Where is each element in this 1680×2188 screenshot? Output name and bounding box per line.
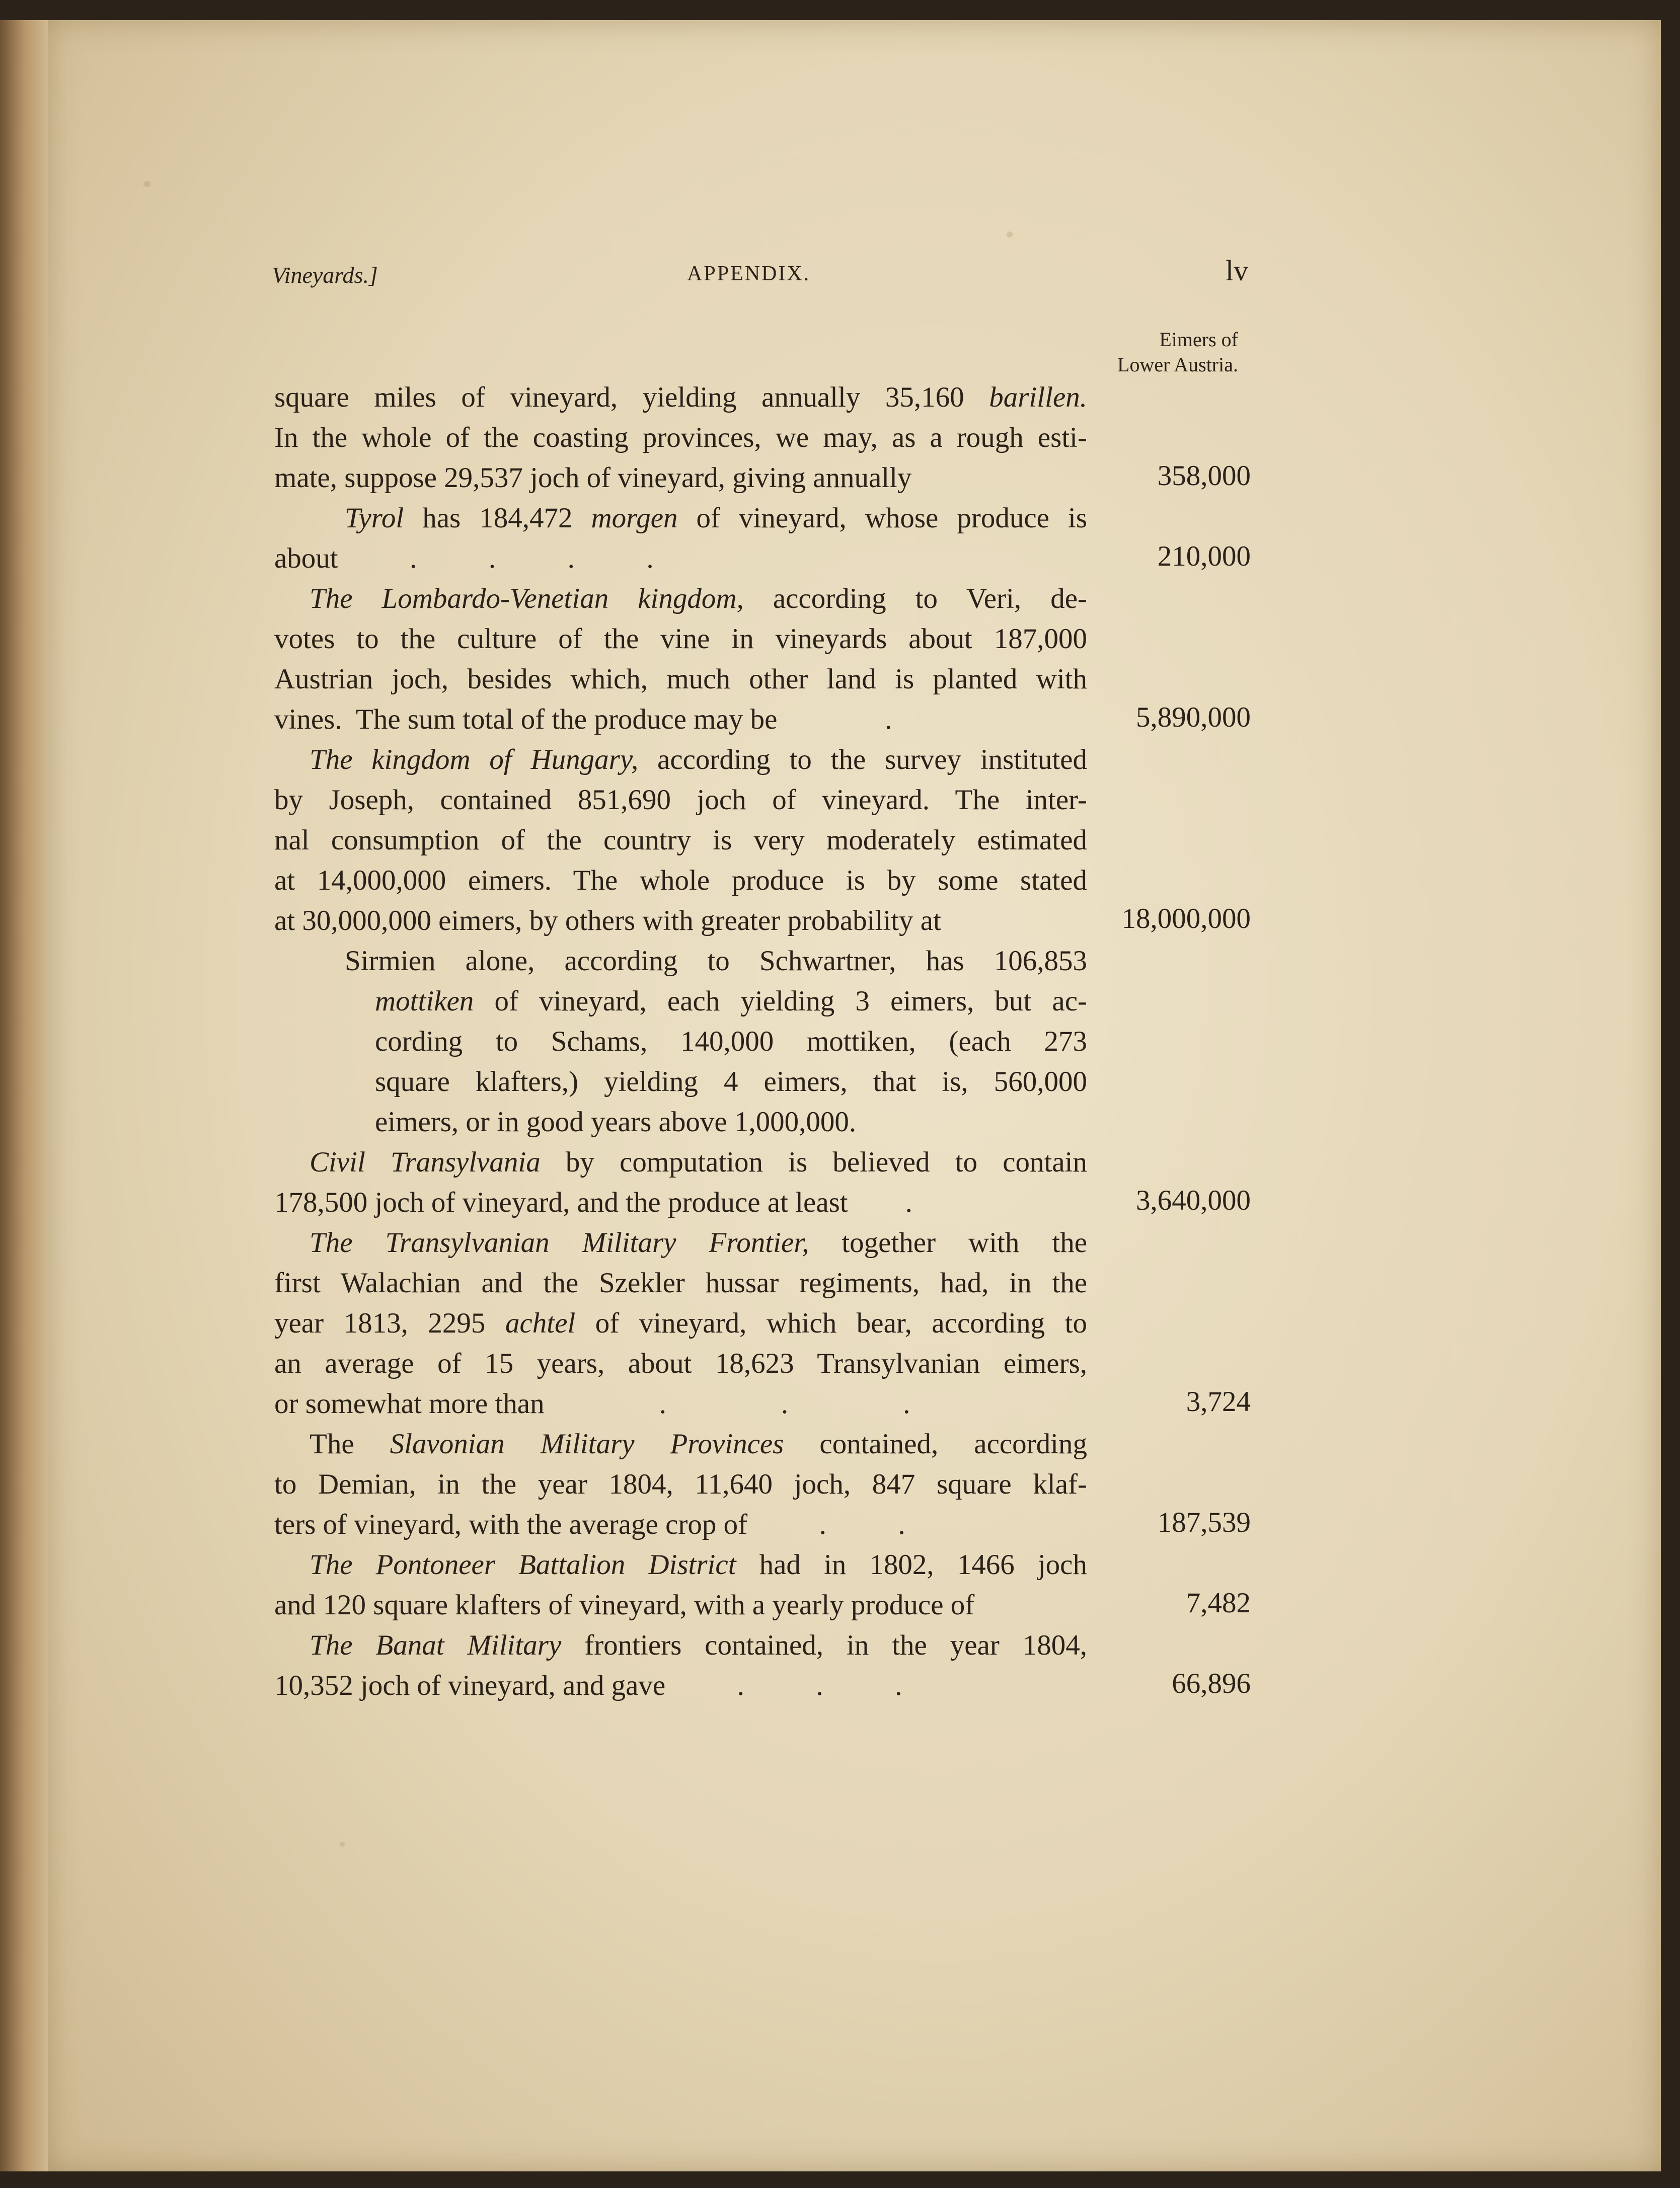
text-line: an average of 15 years, about 18,623 Transylvanian eimers, [274, 1348, 1087, 1379]
text-line: 178,500 joch of vineyard, and the produce at least . [274, 1187, 912, 1218]
value-tyrol: 210,000 [1157, 540, 1251, 572]
text-line: eimers, or in good years above 1,000,000. [375, 1106, 857, 1138]
value-lombardo: 5,890,000 [1136, 701, 1251, 733]
text-line: or somewhat more than . . . [274, 1388, 910, 1420]
text-line: The Slavonian Military Provinces contained, according [310, 1428, 1087, 1460]
column-heading-line: Eimers of [1159, 328, 1238, 351]
value-military-frontier: 3,724 [1186, 1386, 1251, 1418]
value-slavonian: 187,539 [1157, 1507, 1251, 1538]
value-pontoneer: 7,482 [1186, 1587, 1251, 1619]
value-transylvania: 3,640,000 [1136, 1185, 1251, 1216]
running-title: Vineyards.] [272, 262, 378, 288]
text-line: Austrian joch, besides which, much other land is planted with [274, 663, 1087, 695]
column-heading [1077, 327, 1238, 377]
text-line: mate, suppose 29,537 joch of vineyard, giving annually [274, 462, 912, 494]
foxing-spot [1007, 231, 1013, 238]
text-line: mottiken of vineyard, each yielding 3 eimers, but ac- [375, 985, 1087, 1017]
text-line: ters of vineyard, with the average crop of . . [274, 1509, 905, 1540]
text-line: and 120 square klafters of vineyard, with a yearly produce of [274, 1589, 975, 1621]
text-line: In the whole of the coasting provinces, we may, as a rough esti- [274, 422, 1087, 453]
column-heading-line: Lower Austria. [1117, 353, 1238, 376]
text-line: first Walachian and the Szekler hussar regiments, had, in the [274, 1267, 1087, 1299]
text-line: 10,352 joch of vineyard, and gave . . . [274, 1670, 902, 1701]
text-line: The Lombardo-Venetian kingdom, according to Veri, de- [310, 583, 1087, 614]
page-number: lv [1226, 254, 1249, 287]
foxing-spot [340, 1842, 345, 1847]
text-line: about . . . . [274, 542, 654, 574]
text-line: nal consumption of the country is very moderately estimated [274, 824, 1087, 856]
text-line: year 1813, 2295 achtel of vineyard, which bear, according to [274, 1307, 1087, 1339]
text-line: square klafters,) yielding 4 eimers, that is, 560,000 [375, 1066, 1087, 1098]
text-line: The Transylvanian Military Frontier, together with the [310, 1227, 1087, 1259]
book-gutter [0, 20, 55, 2171]
text-line: votes to the culture of the vine in vineyards about 187,000 [274, 623, 1087, 655]
text-line: square miles of vineyard, yielding annually 35,160 barillen. [274, 381, 1087, 413]
text-line: The kingdom of Hungary, according to the survey instituted [310, 744, 1087, 775]
text-line: The Pontoneer Battalion District had in 1802, 1466 joch [310, 1549, 1087, 1581]
text-line: to Demian, in the year 1804, 11,640 joch, 847 square klaf- [274, 1468, 1087, 1500]
text-line: by Joseph, contained 851,690 joch of vineyard. The inter- [274, 784, 1087, 816]
text-line: at 14,000,000 eimers. The whole produce is by some stated [274, 865, 1087, 896]
page-header [0, 252, 1680, 297]
page-title: APPENDIX. [687, 262, 811, 285]
text-line: cording to Schams, 140,000 mottiken, (each 273 [375, 1026, 1087, 1057]
value-hungary: 18,000,000 [1121, 903, 1251, 934]
foxing-spot [143, 181, 150, 187]
body-text [274, 377, 1087, 1706]
text-line: Tyrol has 184,472 morgen of vineyard, whose produce is [345, 502, 1087, 534]
text-line: The Banat Military frontiers contained, in the year 1804, [310, 1629, 1087, 1661]
text-line: at 30,000,000 eimers, by others with greater probability at [274, 905, 941, 936]
text-line: Civil Transylvania by computation is believed to contain [310, 1146, 1087, 1178]
value-banat: 66,896 [1172, 1668, 1251, 1699]
text-line: vines. The sum total of the produce may be . [274, 704, 892, 735]
text-line: Sirmien alone, according to Schwartner, has 106,853 [345, 945, 1087, 977]
value-coasting: 358,000 [1157, 460, 1251, 492]
